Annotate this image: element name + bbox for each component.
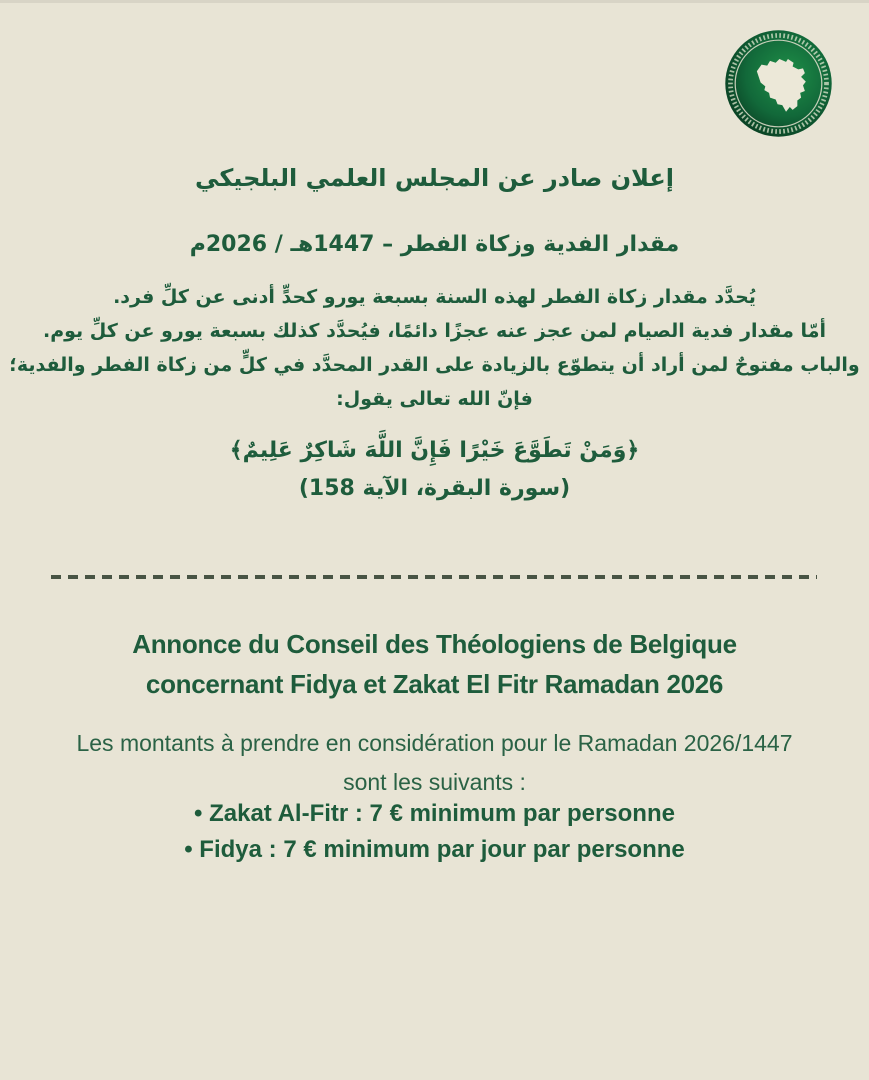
arabic-subtitle: مقدار الفدية وزكاة الفطر – 1447هـ / 2026م — [189, 232, 680, 257]
french-intro-line-1: Les montants à prendre en considération pour le Ramadan 2026/1447 — [76, 730, 793, 756]
arabic-title: إعلان صادر عن المجلس العلمي البلجيكي — [195, 164, 674, 192]
quran-verse: ﴿وَمَنْ تَطَوَّعَ خَيْرًا فَإِنَّ اللَّهَ شَاكِرٌ عَلِيمٌ﴾ — [229, 438, 640, 463]
french-intro — [0, 724, 869, 802]
bullet-zakat-alfitr: • Zakat Al-Fitr : 7 € minimum par personne — [194, 800, 675, 827]
top-edge-strip — [0, 0, 869, 3]
french-title-line-2: concernant Fidya et Zakat El Fitr Ramadan 2026 — [145, 669, 724, 699]
quran-verse-source: (سورة البقرة، الآية 158) — [298, 476, 571, 501]
dashed-divider — [51, 575, 817, 579]
bullet-fidya: • Fidya : 7 € minimum par jour par personne — [184, 836, 685, 863]
french-title — [0, 624, 869, 704]
arabic-body-line-3: والباب مفتوحٌ لمن أراد أن يتطوّع بالزيادة على القدر المحدَّد في كلٍّ من زكاة الفطر والفدية؛ — [9, 354, 860, 376]
arabic-body-line-1: يُحدَّد مقدار زكاة الفطر لهذه السنة بسبعة يورو كحدٍّ أدنى عن كلِّ فرد. — [113, 286, 756, 308]
french-title-line-1: Annonce du Conseil des Théologiens de Belgique — [132, 629, 737, 659]
arabic-body-line-4: فإنّ الله تعالى يقول: — [336, 388, 533, 410]
council-seal-logo — [722, 27, 835, 140]
french-intro-line-2: sont les suivants : — [343, 769, 526, 795]
amounts-list — [0, 796, 869, 868]
arabic-body — [0, 280, 869, 416]
arabic-body-line-2: أمّا مقدار فدية الصيام لمن عجز عنه عجزًا دائمًا، فيُحدَّد كذلك بسبعة يورو عن كلِّ يوم. — [43, 320, 826, 342]
